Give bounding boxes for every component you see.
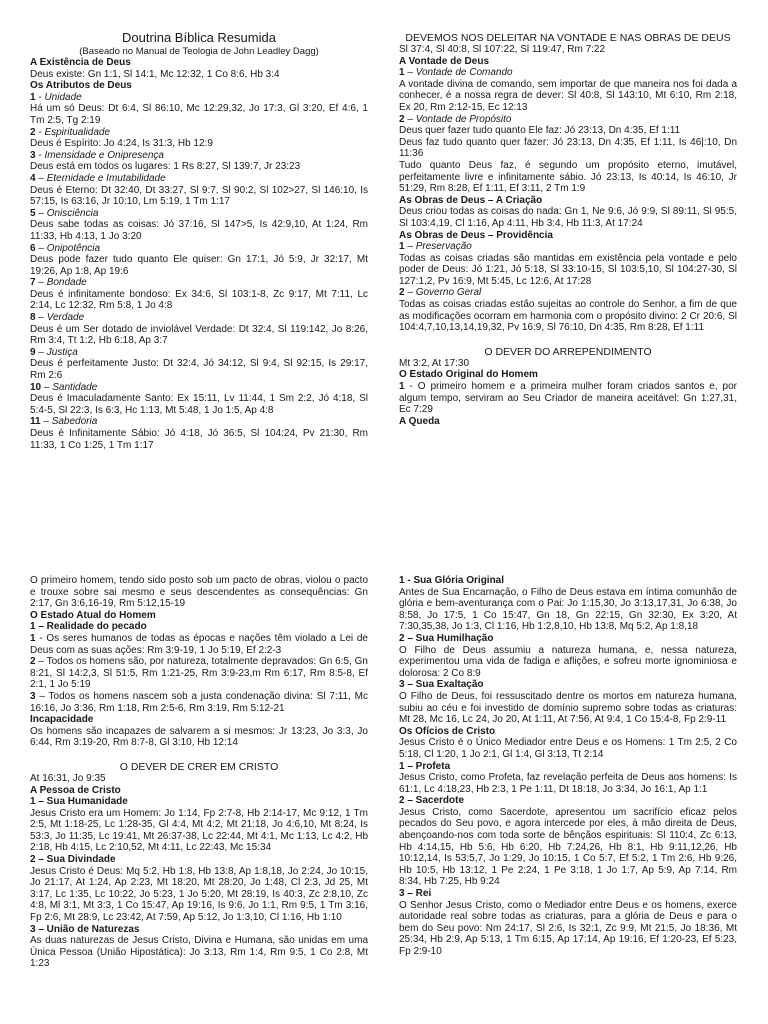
attribute-number: 5: [30, 207, 36, 219]
humilhacao-text: O Filho de Deus assumiu a natureza humana, e, nessa natureza, experimentou uma vida de fadiga e aflições, e sofreu morte ignominiosa e dolorosa: 2 Co 8:9: [399, 644, 737, 679]
attribute-subheading: [30, 208, 368, 220]
attribute-text: Deus é Espírito: Jo 4:24, Is 31:3, Hb 12:9: [30, 138, 213, 150]
oficios-heading: Os Ofícios de Cristo: [399, 725, 496, 737]
comando-subheading: 1 – Vontade de Comando: [399, 67, 513, 79]
sacerdote-text: Jesus Cristo, como Sacerdote, apresentou um sacrifício eficaz pelos pecados do Seu povo, e agora intercede por eles, à mão direita de Deus, abençoando-nos com toda sorte de bênçãos espirituais: Sl 110:4, Zc 6:13, Hb 4:14,15, Hb 5:6, Hb 6:20, Hb 7:24,26, Hb 8:1, Hb 9:11,12,26, Hb 10:12,14, Is 53:5,7, Jo 1:29, Jo 10:15, 1 Co 5:7, Ef 5:2, 1 Tm 2:6, Hb 9:26, Hb 10:5, Hb 13:12, 1 Pe 2:24, 1 Pe 3:18, 1 Jo 1:7, Ap 5:9, Ap 7:14, Rm 8:34, Hb 7:25, Hb 9:24: [399, 806, 737, 888]
attribute-name: Justiça: [46, 346, 78, 358]
attribute-text: Deus é Imaculadamente Santo: Ex 15:11, Lv 11:44, 1 Sm 2:2, Jó 4:18, Sl 5:4-5, Sl 22:3, Is 6:3, Hc 1:13, Mt 5:48, 1 Jo 1:5, Ap 4:8: [30, 393, 368, 416]
realidade-body-1: - Os seres humanos de todas as épocas e nações têm violado a Lei de Deus com as suas ações: Rm 3:9-19, 1 Jo 5:19, Ef 2:2-3: [30, 632, 368, 656]
attribute-subheading: [30, 382, 368, 394]
attribute-separator: -: [35, 91, 45, 103]
existencia-heading: A Existência de Deus: [30, 57, 131, 68]
page2-left-column: [30, 575, 368, 970]
attribute-name: Espiritualidade: [44, 126, 111, 138]
attribute-separator: –: [35, 312, 47, 324]
criacao-text: Deus criou todas as coisas do nada: Gn 1, Ne 9:6, Jó 9:9, Sl 89:11, Sl 95:5, Sl 103:4,19, Cl 1:16, Ap 4:11, Hb 3:4, Hb 11:3, At 17:24: [399, 206, 737, 229]
crer-title: O DEVER DE CRER EM CRISTO: [119, 760, 279, 773]
estado-original-body: - O primeiro homem e a primeira mulher foram criados santos e, por algum tempo, serviram ao Seu Criador de maneira aceitável: Gn 1:27,31, Ec 7:29: [399, 381, 737, 416]
attribute-text: Deus sabe todas as coisas: Jó 37:16, Sl 147>5, Is 42:9,10, At 1:24, Rm 11:33, Hb 4:13, 1 Jo 3:20: [30, 219, 368, 242]
humanidade-text: Jesus Cristo era um Homem: Jo 1:14, Fp 2:7-8, Hb 2:14-17, Mc 9:12, 1 Tm 2:5, Mt 1:18-25, Lc 1:28-35, Gl 4:4, Mt 4:2, Mt 21:18, Jo 4:6,10, Mt 8:24, Is 53:3, Jo 11:35, Lc 19:41, Mt 26:37-38, Lc 22:44, Mt 4:1, Mc 1:13, Lc 4:2, Hb 2:18, Hb 4:15, Lc 2:10,52, Mt 4:11, Lc 22:43, Mc 15:34: [30, 807, 368, 854]
attribute-subheading: [30, 277, 368, 289]
humanidade-heading: 1 – Sua Humanidade: [30, 796, 128, 808]
attribute-text: Deus é perfeitamente Justo: Dt 32:4, Jó 34:12, Sl 9:4, Sl 92:15, Is 29:17, Rm 2:6: [30, 358, 368, 382]
atributos-heading: Os Atributos de Deus: [30, 80, 132, 92]
incapacidade-heading: Incapacidade: [30, 714, 94, 726]
preservacao-text: Todas as coisas criadas são mantidas em existência pela vontade e pelo poder de Deus: Jó 1:21, Jó 5:18, Sl 33:10-15, Sl 103:5,10, Sl 104:27-30, Sl 127:1,2, Pv 16:9, Mt 5:45, Lc 12:6, At 17:28: [399, 252, 737, 287]
attribute-subheading: [30, 173, 368, 185]
attribute-subheading: [30, 416, 368, 428]
attribute-text: Deus é Infinitamente Sábio: Jó 4:18, Jó 36:5, Sl 104:24, Pv 21:30, Rm 11:33, 1 Co 1:25, 1 Tm 1:17: [30, 428, 368, 451]
gloria-heading: 1 - Sua Glória Original: [399, 575, 505, 586]
queda-heading: A Queda: [399, 415, 440, 427]
attribute-separator: –: [35, 277, 47, 289]
estado-original-num: 1: [399, 381, 405, 393]
pessoa-heading: A Pessoa de Cristo: [30, 784, 121, 796]
page1-right-column: [399, 32, 737, 427]
spacer: [30, 749, 368, 761]
oficios-text: Jesus Cristo é o Único Mediador entre Deus e os Homens: 1 Tm 2:5, 2 Co 5:18, Cl 1:20, 1 Jo 2:1, Gl 1:4, Gl 3:13, Tt 2:14: [399, 737, 737, 760]
attribute-separator: –: [35, 172, 47, 184]
rei-text: O Senhor Jesus Cristo, como o Mediador entre Deus e os homens, exerce autoridade real sobre todas as criaturas, para a glória de Deus e para o bem do Seu povo: Nm 24:17, Sl 2:6, Is 32:1, Zc 9:9, Mt 21:5, Jo 18:36, Mt 25:34, Hb 2:9, Ap 5:13, 1 Tm 6:15, Ap 17:14, Ap 19:16, Ef 1:20-23, Ef 5:23, Fp 2:9-10: [399, 899, 737, 957]
comando-num: 1: [399, 67, 405, 79]
humilhacao-heading: 2 – Sua Humilhação: [399, 632, 494, 644]
attribute-subheading: [30, 312, 368, 324]
realidade-body-3: – Todos os homens nascem sob a justa condenação divina: Sl 7:11, Mc 16:16, Jo 3:36, Rm 1:18, Rm 2:5-6, Rm 3:19, Rm 5:12-21: [30, 690, 368, 714]
attribute-number: 4: [30, 172, 36, 184]
profeta-text: Jesus Cristo, como Profeta, faz revelação perfeita de Deus aos homens: Is 61:1, Lc 4:18,23, Hb 2:3, 1 Pe 1:11, Dt 18:18, Jo 3:34, Jo 16:1, Ap 1:1: [399, 772, 737, 795]
attribute-separator: –: [35, 242, 47, 254]
intro-refs: Sl 37:4, Sl 40:8, Sl 107:22, Sl 119:47, Rm 7:22: [399, 44, 606, 55]
profeta-heading: 1 – Profeta: [399, 760, 451, 772]
attribute-text: Deus é um Ser dotado de inviolável Verdade: Dt 32:4, Sl 119:142, Jo 8:26, Rm 3:4, Tt 1:2, Hb 6:18, Ap 3:7: [30, 323, 368, 347]
existencia-text: Deus existe: Gn 1:1, Sl 14:1, Mc 12:32, 1 Co 8:6, Hb 3:4: [30, 68, 280, 80]
attribute-number: 2: [30, 126, 36, 138]
attribute-name: Santidade: [52, 381, 98, 393]
providencia-heading: As Obras de Deus – Providência: [399, 229, 553, 241]
document-title: Doutrina Bíblica Resumida: [122, 30, 276, 45]
attribute-text: Deus é infinitamente bondoso: Ex 34:6, Sl 103:1-8, Zc 9:17, Mt 7:11, Lc 2:14, Lc 12:32, Rm 5:8, 1 Jo 4:8: [30, 288, 368, 312]
spacer: [399, 334, 737, 346]
attribute-name: Unidade: [44, 91, 82, 103]
exaltacao-heading: 3 – Sua Exaltação: [399, 679, 484, 691]
gloria-text: Antes de Sua Encarnação, o Filho de Deus estava em íntima comunhão de glória e bem-aventurança com o Pai: Jo 1:15,30, Jo 3:13,17,31, Jo 6:38, Jo 8:58, Jo 17:5, 1 Co 15:47, Gn 18, Gn 22:15, Gn 32:30, Ex 3:20, At 7:30,35,38, Jo 1:3, Cl 1:16, Hb 1:2,8,10, Hb 13:8, Mq 5:2, Ap 1:8,18: [399, 586, 737, 633]
attribute-number: 11: [30, 416, 41, 428]
estado-original-heading: O Estado Original do Homem: [399, 369, 538, 381]
attribute-text: Há um só Deus: Dt 6:4, Sl 86:10, Mc 12:29,32, Jo 17:3, Gl 3:20, Ef 4:6, 1 Tm 2:5, Tg 2:19: [30, 103, 368, 126]
realidade-text-3: [30, 691, 368, 714]
page2-right-column: [399, 575, 737, 958]
criacao-heading: As Obras de Deus – A Criação: [399, 194, 543, 206]
vontade-heading: A Vontade de Deus: [399, 55, 490, 67]
realidade-num-1: 1: [30, 632, 36, 644]
estado-original-text: [399, 381, 737, 416]
realidade-num-3: 3: [30, 690, 36, 702]
divindade-heading: 2 – Sua Divindade: [30, 854, 116, 866]
attribute-number: 8: [30, 312, 36, 324]
estado-atual-heading: O Estado Atual do Homem: [30, 609, 156, 621]
arrependimento-title: O DEVER DO ARREPENDIMENTO: [484, 345, 652, 358]
attribute-subheading: [30, 92, 368, 104]
attribute-separator: –: [35, 207, 47, 219]
governo-text: Todas as coisas criadas estão sujeitas ao controle do Senhor, a fim de que as modificações ocorram em harmonia com o propósito divino: 2 Cr 20:6, Sl 104:4,7,10,13,14,19,32, Pv 16:9, Sl 76:10, Dn 4:35, Rm 8:28, Ef 1:11: [399, 299, 737, 334]
attribute-separator: –: [35, 346, 47, 358]
realidade-text-2: [30, 656, 368, 691]
document-subtitle: (Baseado no Manual de Teologia de John Leadley Dagg): [79, 46, 319, 57]
proposito-text-1: Deus quer fazer tudo quanto Ele faz: Jó 23:13, Dn 4:35, Ef 1:11: [399, 125, 681, 137]
attribute-subheading: [30, 347, 368, 359]
attribute-separator: –: [41, 381, 53, 393]
comando-name: Vontade de Comando: [415, 67, 513, 79]
attributes-list: [30, 92, 368, 451]
attribute-name: Onipotência: [46, 242, 101, 254]
attribute-number: 7: [30, 277, 36, 289]
attribute-name: Eternidade e Imutabilidade: [46, 172, 166, 184]
realidade-heading: 1 – Realidade do pecado: [30, 621, 147, 633]
attribute-text: Deus é Eterno: Dt 32:40, Dt 33:27, Sl 9:7, Sl 90:2, Sl 102>27, Sl 146:10, Is 57:15, Is 63:16, Jr 10:10, Lm 5:19, 1 Tm 1:17: [30, 184, 368, 208]
attribute-separator: -: [35, 149, 45, 161]
page1-left-column: [30, 30, 368, 451]
attribute-text: Deus está em todos os lugares: 1 Rs 8:27, Sl 139:7, Jr 23:23: [30, 161, 301, 173]
attribute-number: 9: [30, 346, 36, 358]
governo-name: Governo Geral: [415, 287, 482, 299]
proposito-text-3: Tudo quanto Deus faz, é segundo um propósito eterno, imutável, perfeitamente livre e infinitamente sábio. Jó 23:13, Is 40:14, Is 46:10, Jr 51:29, Rm 8:28, Ef 1:11, Ef 3:11, 2 Tm 1:9: [399, 159, 737, 195]
attribute-subheading: [30, 243, 368, 255]
preservacao-name: Preservação: [415, 241, 472, 253]
proposito-subheading: 2 – Vontade de Propósito: [399, 113, 512, 125]
governo-num: 2: [399, 287, 405, 299]
attribute-subheading: [30, 127, 368, 139]
preservacao-num: 1: [399, 241, 405, 253]
uniao-heading: 3 – União de Naturezas: [30, 923, 140, 935]
realidade-body-2: – Todos os homens são, por natureza, totalmente depravados: Gn 6:5, Gn 8:21, Sl 14:2,3, Sl 51:5, Rm 1:21-25, Rm 3:9-23,m Rm 6:17, Rm 8:5-8, Ef 2:1, 1 Jo 5:19: [30, 656, 368, 691]
attribute-separator: –: [40, 416, 52, 428]
governo-subheading: 2 – Governo Geral: [399, 287, 482, 299]
proposito-text-2: Deus faz tudo quanto quer fazer: Jó 23:13, Dn 4:35, Ef 1:11, Is 46|:10, Dn 11:36: [399, 136, 737, 160]
realidade-text-1: [30, 633, 368, 656]
proposito-num: 2: [399, 113, 405, 125]
rei-heading: 3 – Rei: [399, 888, 432, 900]
attribute-name: Sabedoria: [51, 416, 98, 428]
attribute-number: 3: [30, 149, 36, 161]
preservacao-subheading: 1 – Preservação: [399, 241, 472, 253]
attribute-number: 10: [30, 381, 42, 393]
attribute-number: 6: [30, 242, 36, 254]
queda-text: O primeiro homem, tendo sido posto sob um pacto de obras, violou o pacto e trouxe sobre sai mesmo e seus descendentes as consequências: Gn 2:17, Gn 3:6,16-19, Rm 5:12,15-19: [30, 575, 368, 610]
incapacidade-text: Os homens são incapazes de salvarem a si mesmos: Jr 13:23, Jo 3:3, Jo 6:44, Rm 3:19-20, Rm 8:7-8, Gl 3:10, Hb 12:14: [30, 725, 368, 749]
attribute-separator: -: [35, 126, 45, 138]
realidade-num-2: 2: [30, 656, 36, 668]
divindade-text: Jesus Cristo é Deus: Mq 5:2, Hb 1:8, Hb 13:8, Ap 1:8,18, Jo 2:24, Jo 10:15, Jo 21:17, At 1:24, Ap 2:23, Mt 18:20, Mt 28:20, Jo 1:48, Cl 2:3, Jd 25, Mt 3:17, Lc 1:35, Lc 10:22, Jo 5:23, 1 Jo 5:20, Mt 28:19, Is 40:3, Zc 2:8,10, Zc 4:8, Ml 3:1, Mt 3:3, 1 Co 15:47, Ap 19:16, Is 9:6, Jo 1:1, Rm 9:5, 1 Tm 3:16, Fp 2:6, Mt 28:9, Lc 23:42, At 7:59, Ap 5:12, Jo 1:3,10, Cl 1:16, Hb 1:10: [30, 865, 368, 924]
vontade-section-title: DEVEMOS NOS DELEITAR NA VONTADE E NAS OBRAS DE DEUS: [405, 32, 731, 44]
arrependimento-refs: Mt 3:2, At 17:30: [399, 357, 470, 369]
attribute-name: Imensidade e Onipresença: [44, 149, 164, 161]
attribute-name: Verdade: [46, 312, 85, 324]
attribute-name: Bondade: [46, 277, 87, 289]
exaltacao-text: O Filho de Deus, foi ressuscitado dentre os mortos em natureza humana, subiu ao céu e foi investido de domínio supremo sobre todas as criaturas: Mt 28, Mc 16, Lc 24, Jo 20, At 1:11, At 7:56, At 9:4, 1 Co 15:4-8, Fp 2:9-11: [399, 690, 737, 726]
attribute-subheading: [30, 150, 368, 162]
attribute-name: Onisciência: [46, 207, 99, 219]
crer-refs: At 16:31, Jo 9:35: [30, 772, 106, 784]
uniao-text: As duas naturezas de Jesus Cristo, Divina e Humana, são unidas em uma Única Pessoa (União Hipostática): Jo 3:13, Rm 1:4, Rm 9:5, 1 Co 2:8, Mt 1:23: [30, 935, 368, 970]
attribute-text: Deus pode fazer tudo quanto Ele quiser: Gn 17:1, Jó 5:9, Jr 32:17, Mt 19:26, Ap 1:8, Ap 19:6: [30, 254, 368, 277]
comando-text: A vontade divina de comando, sem importar de que maneira nos foi dada a conhecer, é a nossa regra de dever: Sl 40:8, Sl 143:10, Mt 6:10, Rm 2:18, Ex 20, Rm 2:12-15, Ec 12:13: [399, 78, 737, 113]
proposito-name: Vontade de Propósito: [415, 113, 512, 125]
attribute-number: 1: [30, 91, 36, 103]
sacerdote-heading: 2 – Sacerdote: [399, 795, 465, 807]
